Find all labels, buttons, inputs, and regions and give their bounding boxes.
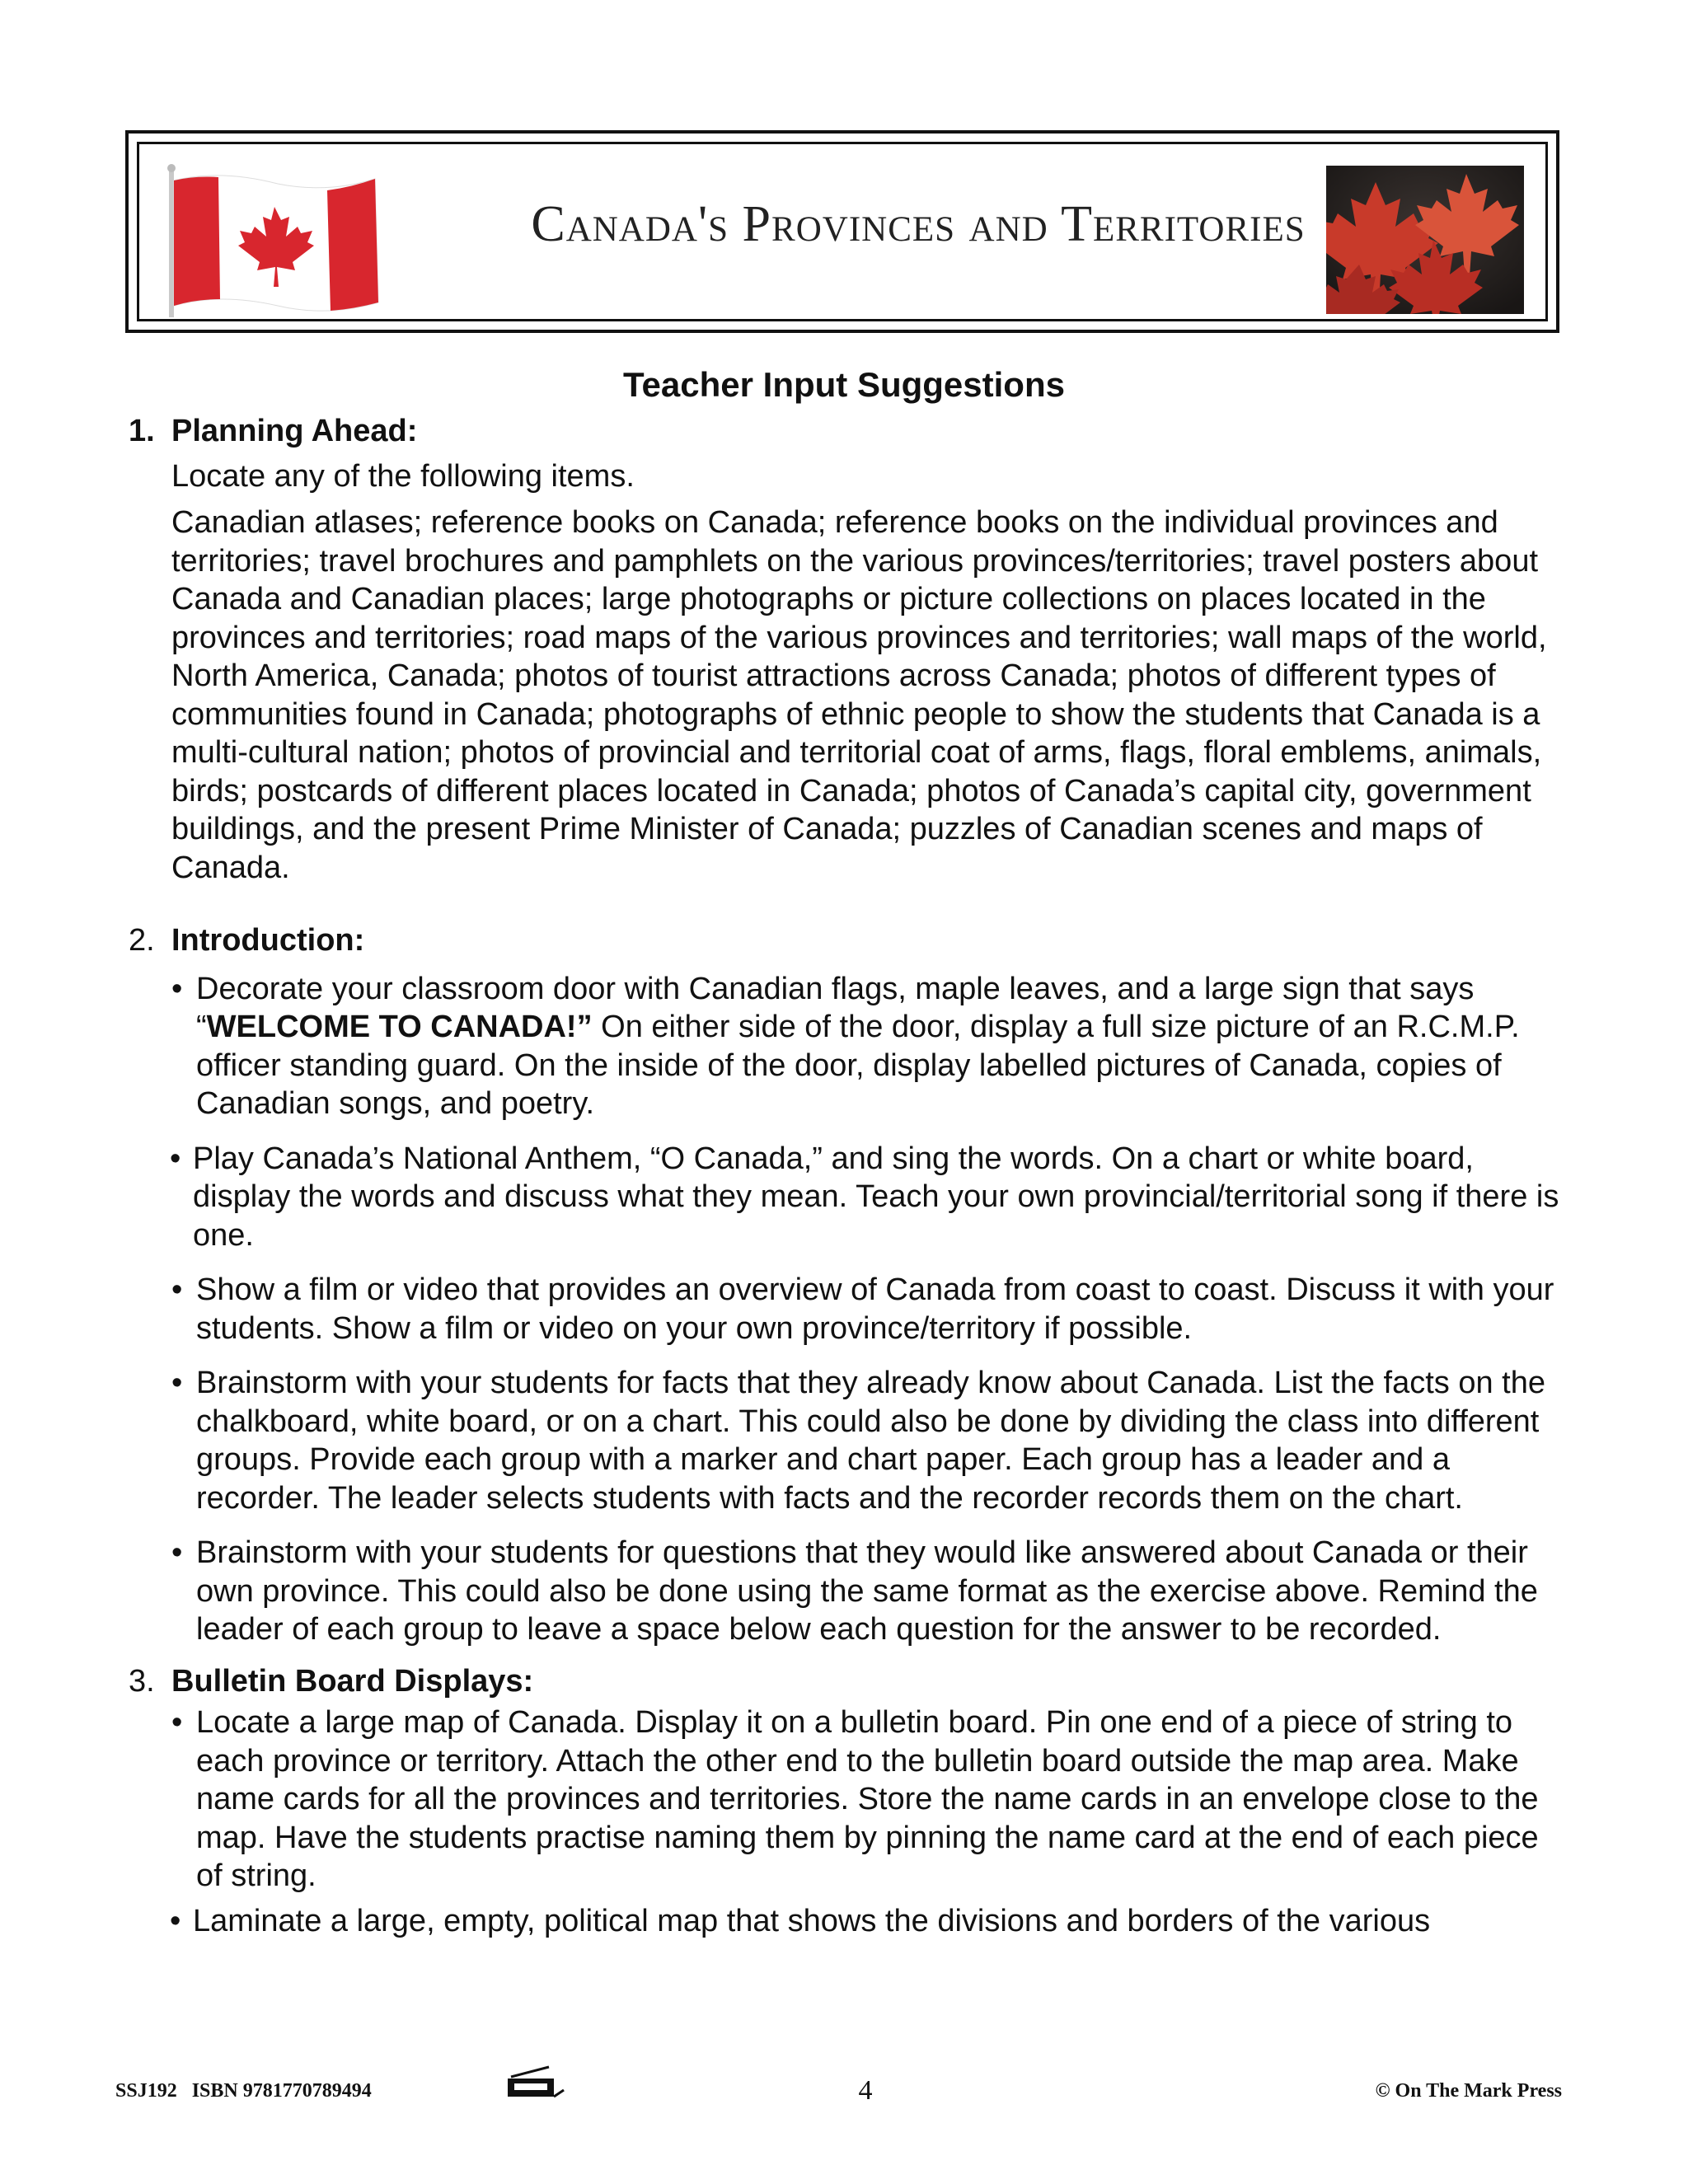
list-item <box>171 1534 1564 1649</box>
list-item-text: Show a film or video that provides an overview of Canada from coast to coast. Discuss it with your students. Show a film or video on your own province/territory if possible. <box>196 1272 1554 1346</box>
bullet-list <box>171 970 1564 1649</box>
list-item-text: Laminate a large, empty, political map that shows the divisions and borders of the various <box>193 1903 1431 1938</box>
page-heading: Teacher Input Suggestions <box>623 365 1065 404</box>
list-item <box>171 1140 1564 1255</box>
section-intro: Locate any of the following items. <box>171 458 635 494</box>
section-number: 1. <box>129 414 155 448</box>
list-item <box>171 1364 1564 1517</box>
list-item-text: Brainstorm with your students for facts that they already know about Canada. List the facts on the chalkboard, white board, or on a chart. This could also be done by dividing the class into different groups. Provide each group with a marker and chart paper. Each group has a leader and a recorder. The leader selects students with facts and the recorder records them on the chart. <box>196 1366 1545 1516</box>
list-item-text: Brainstorm with your students for questions that they would like answered about Canada or their own province. This could also be done using the same format as the exercise above. Remind the leader of each group to leave a space below each question for the answer to be recorded. <box>196 1535 1538 1647</box>
teacher-desk-icon <box>503 2065 569 2107</box>
list-item <box>171 1271 1564 1347</box>
bullet-marker: • <box>171 971 183 1006</box>
section-planning-ahead <box>125 412 1564 887</box>
section-title: Bulletin Board Displays: <box>171 1663 534 1699</box>
list-item-text: Locate a large map of Canada. Display it on a bulletin board. Pin one end of a piece of string to each province or territory. Attach the other end to the bulletin board outside the map area. Make name cards for all the provinces and territories. Store the name cards in an envelope close to the map. Have the students practise naming them by pinning the name card at the end of each piece of string. <box>196 1705 1539 1893</box>
section-introduction <box>125 921 1564 1649</box>
list-item-text <box>196 972 1520 1122</box>
canadian-flag-icon <box>162 161 385 317</box>
list-item <box>171 1902 1564 1941</box>
content <box>125 412 1564 1957</box>
section-title: Planning Ahead: <box>171 414 418 448</box>
bullet-marker: • <box>170 1903 181 1938</box>
list-item <box>171 970 1564 1123</box>
list-item-text-part: Decorate your classroom door with Canadian flags, maple leaves, and a large sign that says “ <box>196 971 1475 1044</box>
maple-leaves-photo <box>1326 166 1524 314</box>
bullet-marker: • <box>170 1141 181 1176</box>
section-title: Introduction: <box>171 923 365 958</box>
section-number: 2. <box>129 923 155 958</box>
bullet-marker: • <box>171 1705 183 1740</box>
resource-list-paragraph: Canadian atlases; reference books on Canada; reference books on the individual provinces and territories; travel brochures and pamphlets on the various provinces/territories; travel posters about Canada and Canadian places; large photographs or picture collections on places located in the provinces and territories; road maps of the various provinces and territories; wall maps of the world, North America, Canada; photos of tourist attractions across Canada; photos of different types of communities found in Canada; photographs of ethnic people to show the students that Canada is a multi-cultural nation; photos of provincial and territorial coat of arms, flags, floral emblems, animals, birds; postcards of different places located in Canada; photos of Canada’s capital city, government buildings, and the present Prime Minister of Canada; puzzles of Canadian scenes and maps of Canada. <box>171 505 1547 885</box>
bullet-list <box>171 1704 1564 1940</box>
list-item <box>171 1704 1564 1896</box>
bullet-marker: • <box>171 1535 183 1570</box>
product-code-isbn: SSJ192 ISBN 9781770789494 <box>115 2080 372 2102</box>
list-item-text-part: On either side of the door, display a full size picture of an R.C.M.P. officer standing guard. On the inside of the door, display labelled pictures of Canada, copies of Canadian songs, and poetry. <box>196 1010 1520 1121</box>
title-banner <box>125 130 1559 333</box>
publisher-credit: © On The Mark Press <box>1375 2080 1562 2102</box>
bullet-marker: • <box>171 1366 183 1400</box>
banner-inner-frame <box>137 142 1548 321</box>
section-number: 3. <box>129 1663 155 1699</box>
bullet-marker: • <box>171 1272 183 1307</box>
page-footer <box>115 2075 1562 2108</box>
list-item-text: Play Canada’s National Anthem, “O Canada,” and sing the words. On a chart or white board, display the words and discuss what they mean. Teach your own provincial/territorial song if there is one. <box>193 1141 1559 1253</box>
section-bulletin-board <box>125 1662 1564 1941</box>
page-number: 4 <box>858 2075 873 2106</box>
banner-title: Canada's Provinces and Territories <box>531 196 1306 252</box>
welcome-sign-text: WELCOME TO CANADA!” <box>206 1010 593 1044</box>
